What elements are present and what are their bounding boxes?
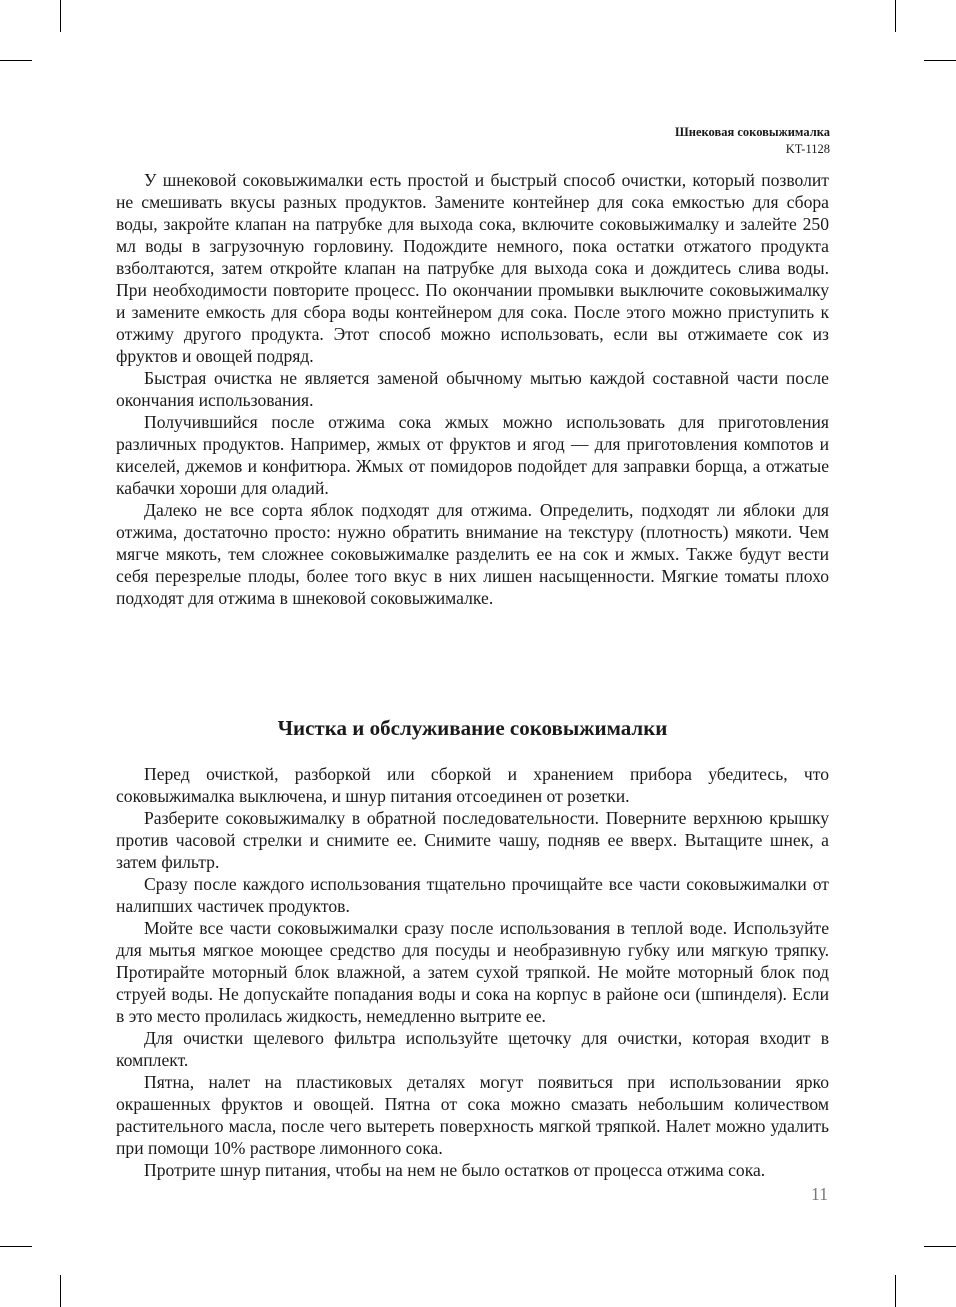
paragraph: Сразу после каждого использования тщательно прочищайте все части соковыжималки от налипших частичек продуктов.: [116, 874, 829, 916]
crop-mark: [924, 60, 956, 61]
intro-text: [116, 169, 829, 609]
crop-mark: [895, 1275, 896, 1307]
crop-mark: [0, 60, 32, 61]
crop-mark: [0, 1246, 32, 1247]
running-header: [675, 124, 830, 158]
paragraph: У шнековой соковыжималки есть простой и быстрый способ очистки, который позволит не смешивать вкусы разных продуктов. Замените контейнер для сока емкостью для сбора воды, закройте клапан на патрубке для выхода сока, включите соковыжималку и залейте 250 мл воды в загрузочную горловину. Подождите немного, пока остатки отжатого продукта взболтаются, затем откройте клапан на патрубке для выхода сока и дождитесь слива воды. При необходимости повторите процесс. По окончании промывки выключите соковыжималку и замените емкость для сбора воды контейнером для сока. После этого можно приступить к отжиму другого продукта. Этот способ можно использовать, если вы отжимаете сок из фруктов и овощей подряд.: [116, 170, 829, 366]
paragraph: Разберите соковыжималку в обратной последовательности. Поверните верхнюю крышку против часовой стрелки и снимите ее. Снимите чашу, подняв ее вверх. Вытащите шнек, а затем фильтр.: [116, 808, 829, 872]
paragraph: Пятна, налет на пластиковых деталях могут появиться при использовании ярко окрашенных фруктов и овощей. Пятна от сока можно смазать небольшим количеством растительного масла, после чего вытереть поверхность мягкой тряпкой. Налет можно удалить при помощи 10% растворе лимонного сока.: [116, 1072, 829, 1158]
paragraph: Для очистки щелевого фильтра используйте щеточку для очистки, которая входит в комплект.: [116, 1028, 829, 1070]
paragraph: Протрите шнур питания, чтобы на нем не было остатков от процесса отжима сока.: [144, 1160, 766, 1180]
paragraph: Мойте все части соковыжималки сразу после использования в теплой воде. Используйте для мытья мягкое моющее средство для посуды и необразивную губку или мягкую тряпку. Протирайте моторный блок влажной, а затем сухой тряпкой. Не мойте моторный блок под струей воды. Не допускайте попадания воды и сока на корпус в районе оси (шпинделя). Если в это место пролилась жидкость, немедленно вытрите ее.: [116, 918, 829, 1026]
crop-mark: [895, 0, 896, 32]
section-heading: Чистка и обслуживание соковыжималки: [277, 716, 668, 740]
paragraph: Быстрая очистка не является заменой обычному мытью каждой составной части после окончания использования.: [116, 368, 829, 410]
paragraph: Перед очисткой, разборкой или сборкой и хранением прибора убедитесь, что соковыжималка выключена, и шнур питания отсоединен от розетки.: [116, 764, 829, 806]
paragraph: Получившийся после отжима сока жмых можно использовать для приготовления различных продуктов. Например, жмых от фруктов и ягод — для приготовления компотов и киселей, джемов и конфитюра. Жмых от помидоров подойдет для заправки борща, а отжатые кабачки хороши для оладий.: [116, 412, 829, 498]
crop-mark: [60, 1275, 61, 1307]
crop-mark: [60, 0, 61, 32]
header-model: KT-1128: [785, 142, 830, 156]
section-text: [116, 763, 829, 1181]
crop-mark: [924, 1246, 956, 1247]
paragraph: Далеко не все сорта яблок подходят для отжима. Определить, подходят ли яблоки для отжима, достаточно просто: нужно обратить внимание на текстуру (плотность) мякоти. Чем мягче мякоть, тем сложнее соковыжималке разделить ее на сок и жмых. Также будут вести себя перезрелые плоды, более того вкус в них лишен насыщенности. Мягкие томаты плохо подходят для отжима в шнековой соковыжималке.: [116, 500, 829, 608]
header-title: Шнековая соковыжималка: [675, 125, 830, 139]
page-number: 11: [811, 1184, 828, 1204]
